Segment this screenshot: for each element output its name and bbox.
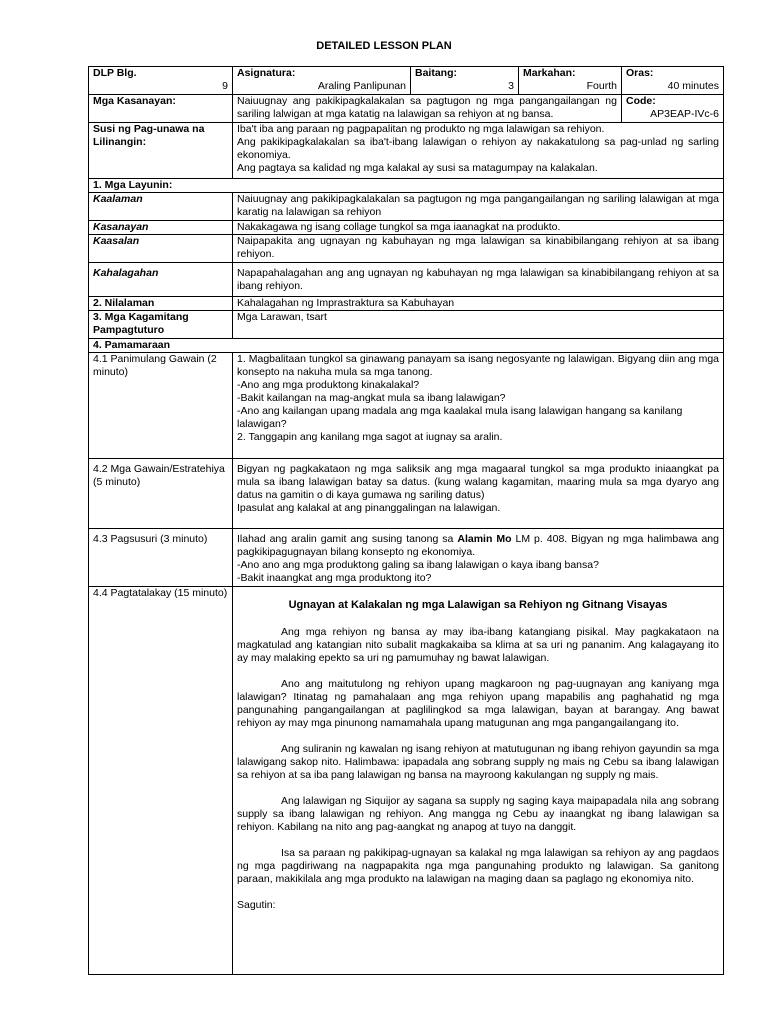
objectives-row	[89, 179, 724, 193]
step3-pre: Ilahad ang aralin gamit ang susing tanong sa	[237, 533, 458, 545]
subject-cell	[233, 67, 411, 95]
step1-line: -Bakit kailangan na mag-angkat mula sa ibang lalawigan?	[237, 392, 506, 404]
subject-label: Asignatura:	[237, 67, 296, 79]
kaalaman-text: Naiuugnay ang pakikipagkalakalan sa pagtugon ng mga pangangailangan ng sariling lalawigan at mga karatig na lalawigan sa rehiyon	[233, 193, 724, 221]
step2-line: Bigyan ng pagkakataon ng mga saliksik ang mga magaaral tungkol sa mga produkto iniaangkat pa mula sa ibang lalawigan batay sa datus. (kung walang kagamitan, maaring mula sa mga dyaryo ang datus na gamitin o di kaya gumawa ng sariling datus)	[237, 463, 719, 501]
quarter-value: Fourth	[586, 80, 617, 92]
key-understanding-label: Susi ng Pag-unawa na Lilinangin:	[89, 123, 233, 179]
kahalagahan-label: Kahalagahan	[89, 263, 233, 297]
kasanayan-row	[89, 221, 724, 235]
step1-line: 1. Magbalitaan tungkol sa ginawang panayam sa isang negosyante ng lalawigan. Bigyang diin ang mga konsepto na nakuha mula sa mga tanong.	[237, 353, 719, 378]
step2-label: 4.2 Mga Gawain/Estratehiya (5 minuto)	[89, 459, 233, 529]
quarter-cell	[519, 67, 622, 95]
discussion-paragraph: Ang suliranin ng kawalan ng isang rehiyon at matutugunan ng ibang rehiyon gayundin sa mga lalawigang sakop nito. Halimbawa: ipapadala ang sobrang supply ng mais ng Cebu sa ibang lalawigan sa rehiyon at sa iba pang lalawigan ng bansa na mayroong kakulangan ng supply ng mais.	[237, 743, 719, 781]
step4-label: 4.4 Pagtatalakay (15 minuto)	[89, 587, 233, 975]
step1-line: -Ano ang kailangan upang madala ang mga kaalakal mula isang lalawigan hangang sa kanilang lalawigan?	[237, 405, 683, 430]
competency-label: Mga Kasanayan:	[89, 95, 233, 123]
header-row	[89, 67, 724, 95]
step2-line: Ipasulat ang kalakal at ang pinanggalingan na lalawigan.	[237, 502, 501, 514]
step3-line: -Bakit inaangkat ang mga produktong ito?	[237, 572, 432, 584]
discussion-paragraph: Ang lalawigan ng Siquijor ay sagana sa supply ng saging kaya maipapadala nila ang sobrang supply sa ibang lalawigan ng rehiyon. Ang mangga ng Cebu ay inaangkat ng ibang lalawigan sa rehiyon. Kabilang na nito ang pag-aangkat ng anapog at tuyo na danggit.	[237, 795, 719, 833]
kaalaman-label: Kaalaman	[89, 193, 233, 221]
step4-text	[233, 587, 724, 975]
kaasalan-label: Kaasalan	[89, 235, 233, 263]
step1-text	[233, 353, 724, 459]
dlp-value: 9	[222, 80, 228, 92]
dlp-cell	[89, 67, 233, 95]
code-label: Code:	[626, 95, 656, 107]
kaasalan-text: Naipapakita ang ugnayan ng kabuhayan ng mga lalawigan sa kinabibilangang rehiyon at sa ibang rehiyon.	[233, 235, 724, 263]
content-value: Kahalagahan ng Imprastraktura sa Kabuhayan	[233, 297, 724, 311]
key-understanding-line: Ang pagtaya sa kalidad ng mga kalakal ay susi sa matagumpay na kalakalan.	[237, 162, 598, 174]
discussion-paragraph: Ang mga rehiyon ng bansa ay may iba-ibang katangiang pisikal. May pagkakataon na magkatulad ang katangian nito subalit magkakaiba sa klima at sa uri ng pananim. Ang kalagayang ito ay may malaking epekto sa uri ng pamumuhay ng bawat lalawigan.	[237, 626, 719, 664]
kahalagahan-text: Napapahalagahan ang ang ugnayan ng kabuhayan ng mga lalawigan sa kinabibilangang rehiyon at sa ibang rehiyon.	[233, 263, 724, 297]
kasanayan-text: Nakakagawa ng isang collage tungkol sa mga iaanagkat na produkto.	[233, 221, 724, 235]
code-value: AP3EAP-IVc-6	[650, 108, 719, 120]
time-value: 40 minutes	[667, 80, 719, 92]
competency-text: Naiuugnay ang pakikipagkalakalan sa pagtugon ng mga pangangailangan ng sariling lalwigan at mga katatig na lalawigan sa rehiyon at ng bansa.	[233, 95, 622, 123]
objectives-label: 1. Mga Layunin:	[89, 179, 724, 193]
discussion-end: Sagutin:	[237, 899, 276, 911]
competency-row	[89, 95, 724, 123]
step3-bold: Alamin Mo	[457, 533, 512, 545]
step3-line: -Ano ano ang mga produktong galing sa ibang lalawigan o kaya ibang bansa?	[237, 559, 599, 571]
key-understanding-text	[233, 123, 724, 179]
content-row	[89, 297, 724, 311]
step3-post: LM p. 408. Bigyan ng mga halimbawa ang pagkikipagugnayan bilang konsepto ng ekonomiya.	[237, 533, 719, 558]
materials-value: Mga Larawan, tsart	[233, 311, 724, 339]
content-label: 2. Nilalaman	[89, 297, 233, 311]
time-label: Oras:	[626, 67, 654, 79]
step2-text	[233, 459, 724, 529]
procedure-label: 4. Pamamaraan	[89, 339, 724, 353]
procedure-row	[89, 339, 724, 353]
step1-row	[89, 353, 724, 459]
step1-line: 2. Tanggapin ang kanilang mga sagot at iugnay sa aralin.	[237, 431, 503, 443]
kaasalan-row	[89, 235, 724, 263]
step1-line: -Ano ang mga produktong kinakalakal?	[237, 379, 420, 391]
step3-intro	[237, 533, 719, 559]
subject-value: Araling Panlipunan	[317, 80, 406, 92]
discussion-title: Ugnayan at Kalakalan ng mga Lalawigan sa Rehiyon ng Gitnang Visayas	[288, 599, 668, 611]
step3-text	[233, 529, 724, 587]
grade-cell	[411, 67, 519, 95]
key-understanding-row	[89, 123, 724, 179]
discussion-paragraph: Ano ang maitutulong ng rehiyon upang magkaroon ng pag-uugnayan ang kaniyang mga lalawigan? Itinatag ng pamahalaan ang mga rehiyon upang mapabilis ang paghahatid ng mga pangunahing pangangailangan at paglilingkod sa mga lalawigan, bayan at barangay. Ang bawat rehiyon ay may mga pinunong namamahala upang matugunan ang mga pangangailangang ito.	[237, 678, 719, 729]
kaalaman-row	[89, 193, 724, 221]
step2-row	[89, 459, 724, 529]
grade-value: 3	[508, 80, 514, 92]
kahalagahan-row	[89, 263, 724, 297]
kasanayan-label: Kasanayan	[89, 221, 233, 235]
step3-row	[89, 529, 724, 587]
document-title: DETAILED LESSON PLAN	[316, 40, 452, 52]
materials-row	[89, 311, 724, 339]
key-understanding-line: Ang pakikipagkalakalan sa iba't-ibang lalawigan o rehiyon ay nakakatulong sa pag-unlad ng sarling ekonomiya.	[237, 136, 719, 161]
step4-row	[89, 587, 724, 975]
code-cell	[622, 95, 724, 123]
step3-label: 4.3 Pagsusuri (3 minuto)	[89, 529, 233, 587]
materials-label: 3. Mga Kagamitang Pampagtuturo	[89, 311, 233, 339]
quarter-label: Markahan:	[523, 67, 576, 79]
lesson-plan-table	[88, 66, 724, 975]
step1-label: 4.1 Panimulang Gawain (2 minuto)	[89, 353, 233, 459]
grade-label: Baitang:	[415, 67, 457, 79]
time-cell	[622, 67, 724, 95]
dlp-label: DLP Blg.	[93, 67, 137, 79]
key-understanding-line: Iba't iba ang paraan ng pagpapalitan ng produkto ng mga lalawigan sa rehiyon.	[237, 123, 605, 135]
discussion-paragraph: Isa sa paraan ng pakikipag-ugnayan sa kalakal ng mga lalawigan sa rehiyon ay ang pagdaos ng mga pagdiriwang na nagpapakita nga mga pangunahing produkto ng lalawigan. Sa ganitong paraan, makikilala ang mga produkto na lalawigan na maging daan sa paglago ng ekonomiya nito.	[237, 847, 719, 885]
